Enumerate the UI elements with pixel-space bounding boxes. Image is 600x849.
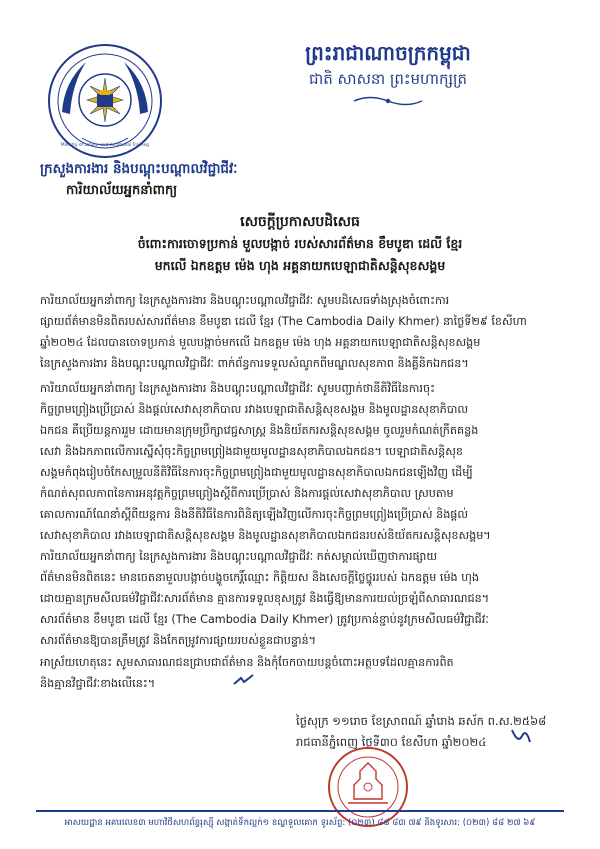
statement-subtitle-2: មកលើ ឯកឧត្តម ម៉េង ហុង អគ្គនាយកបេឡាជាតិសន្តិសុខសង្គម	[154, 258, 446, 273]
statement-subtitle-1: ចំពោះការចោទប្រកាន់ មួលបង្កាច់ របស់សារព័ត៌មាន ខឹមបូឌា ដេលី ខ្មែរ	[137, 236, 463, 251]
statement-title: សេចក្តីប្រកាសបដិសេធ	[240, 214, 360, 230]
ornament-divider	[352, 94, 424, 108]
paragraph-4: អាស្រ័យហេតុនេះ សូមសាធារណជនជ្រាបជាព័ត៌មាន និងកុំចែកចាយបន្តចំពោះអត្ថបទដែលគ្មានការពិត និងគ្មានវិជ្ជាជីវៈខាងលើនេះ។	[40, 656, 454, 690]
lunar-date: ថ្ងៃសុក្រ ១១រោច ខែស្រាពណ៍ ឆ្នាំរោង ឆស័ក ព.ស.២៥៦៨	[296, 714, 547, 728]
spokesperson-office: ការិយាល័យអ្នកនាំពាក្យ	[66, 183, 178, 198]
paragraph-2: ការិយាល័យអ្នកនាំពាក្យ នៃក្រសួងការងារ និងបណ្តុះបណ្តាលវិជ្ជាជីវៈ សូមបញ្ជាក់ថានីតិវិធីនៃការចុះ កិច្ចព្រមព្រៀងប្រើប្រាស់ និងផ្តល់សេវាសុខាភិបាល រវាងបេឡាជាតិសន្តិសុខសង្គម និងមូលដ្ឋានសុខាភិបាល ឯកជន គឺប្រើយន្តការរួម ដោយមានក្រុមប្រឹក្សាវេជ្ជសាស្ត្រ និងនិយ័តករសន្តិសុខសង្គម ចូលរួមកំណត់ក្រឹតគន្លង សេវា និងឯកភាពលើការស្នើសុំចុះកិច្ចព្រមព្រៀងជាមួយមូលដ្ឋានសុខាភិបាលឯកជន។ បេឡាជាតិសន្តិសុខ សង្គមកំពុងរៀបចំកែសម្រួលនីតិវិធីនៃការចុះកិច្ចព្រមព្រៀងជាមួយមូលដ្ឋានសុខាភិបាលឯកជនឡើងវិញ ដើម្បី កំណត់សុពលភាពនៃការអនុវត្តកិច្ចព្រមព្រៀងស្តីពីការប្រើប្រាស់ និងការផ្តល់សេវាសុខាភិបាល ស្របតាម គោលការណ៍ណែនាំស្តីពីយន្តការ និងនីតិវិធីនៃការពិនិត្យឡើងវិញលើការចុះកិច្ចព្រមព្រៀងប្រើប្រាស់ និងផ្តល់ សេវាសុខាភិបាល រវាងបេឡាជាតិសន្តិសុខសង្គម និងមូលដ្ឋានសុខាភិបាលឯកជនរបស់និយ័តករសន្តិសុខសង្គម។	[40, 382, 491, 542]
initial-mark	[232, 673, 256, 687]
svg-text:Ministry of Labour and Vocatio: Ministry of Labour and Vocational Training	[61, 142, 149, 147]
footer-address: អាសយដ្ឋាន អគារលេខ៣ មហាវិថីសហព័ន្ធរុស្ស៊ី សង្កាត់ទឹកល្អក់១ ខណ្ឌទួលគោក ទូរស័ព្ទ: (០២៣) ៨៨ ៨៣ ៧៩ និងទូរសារ: (០២៣) ៨៨ ២៧ ៦៩	[64, 818, 536, 828]
signature-mark	[508, 726, 534, 748]
paragraph-3: ការិយាល័យអ្នកនាំពាក្យ នៃក្រសួងការងារ និងបណ្តុះបណ្តាលវិជ្ជាជីវៈ កត់សម្គាល់ឃើញថាការផ្សាយ ព័ត៌មានមិនពិតនេះ មានចេតនាមួលបង្កាច់បង្ខូចកេរ្តិ៍ឈ្មោះ កិត្តិយស និងសេចក្តីថ្លៃថ្នូររបស់ ឯកឧត្តម ម៉េង ហុង ដោយគ្មានក្រមសីលធម៌វិជ្ជាជីវៈសារព័ត៌មាន គ្មានការទទួលខុសត្រូវ និងធ្វើឱ្យមានការយល់ច្រឡំពីសាធារណជន។ សារព័ត៌មាន ខឹមបូឌា ដេលី ខ្មែរ (The Cambodia Daily Khmer) ត្រូវប្រកាន់ខ្ជាប់នូវក្រមសីលធម៌វិជ្ជាជីវៈ សារព័ត៌មានឱ្យបានត្រឹមត្រូវ និងកែតម្រូវការផ្សាយរបស់ខ្លួនជាបន្ទាន់។	[40, 550, 490, 647]
kingdom-title: ព្រះរាជាណាចក្រកម្ពុជា	[305, 41, 471, 65]
paragraph-1: ការិយាល័យអ្នកនាំពាក្យ នៃក្រសួងការងារ និងបណ្តុះបណ្តាលវិជ្ជាជីវៈ សូមបដិសេធទាំងស្រុងចំពោះការ ផ្សាយព័ត៌មានមិនពិតរបស់សារព័ត៌មាន ខឹមបូឌា ដេលី ខ្មែរ (The Cambodia Daily Khmer) នាថ្ងៃទី២៩ ខែសីហា ឆ្នាំ២០២៤ ដែលបានចោទប្រកាន់ មួលបង្កាច់មកលើ ឯកឧត្តម ម៉េង ហុង អគ្គនាយកបេឡាជាតិសន្តិសុខសង្គម នៃក្រសួងការងារ និងបណ្តុះបណ្តាលវិជ្ជាជីវៈ ពាក់ព័ន្ធការទទួលសំណូកពីមណ្ឌលសុខភាព និងគ្លីនិកឯកជន។	[40, 294, 527, 370]
official-seal	[326, 745, 410, 829]
ministry-name: ក្រសួងការងារ និងបណ្តុះបណ្តាលវិជ្ជាជីវៈ	[40, 161, 238, 177]
ministry-logo	[46, 42, 164, 160]
national-motto: ជាតិ សាសនា ព្រះមហាក្សត្រ	[308, 70, 468, 88]
footer-divider	[36, 810, 564, 812]
place-date: រាជធានីភ្នំពេញ ថ្ងៃទី៣០ ខែសីហា ឆ្នាំ២០២៤	[296, 735, 487, 749]
